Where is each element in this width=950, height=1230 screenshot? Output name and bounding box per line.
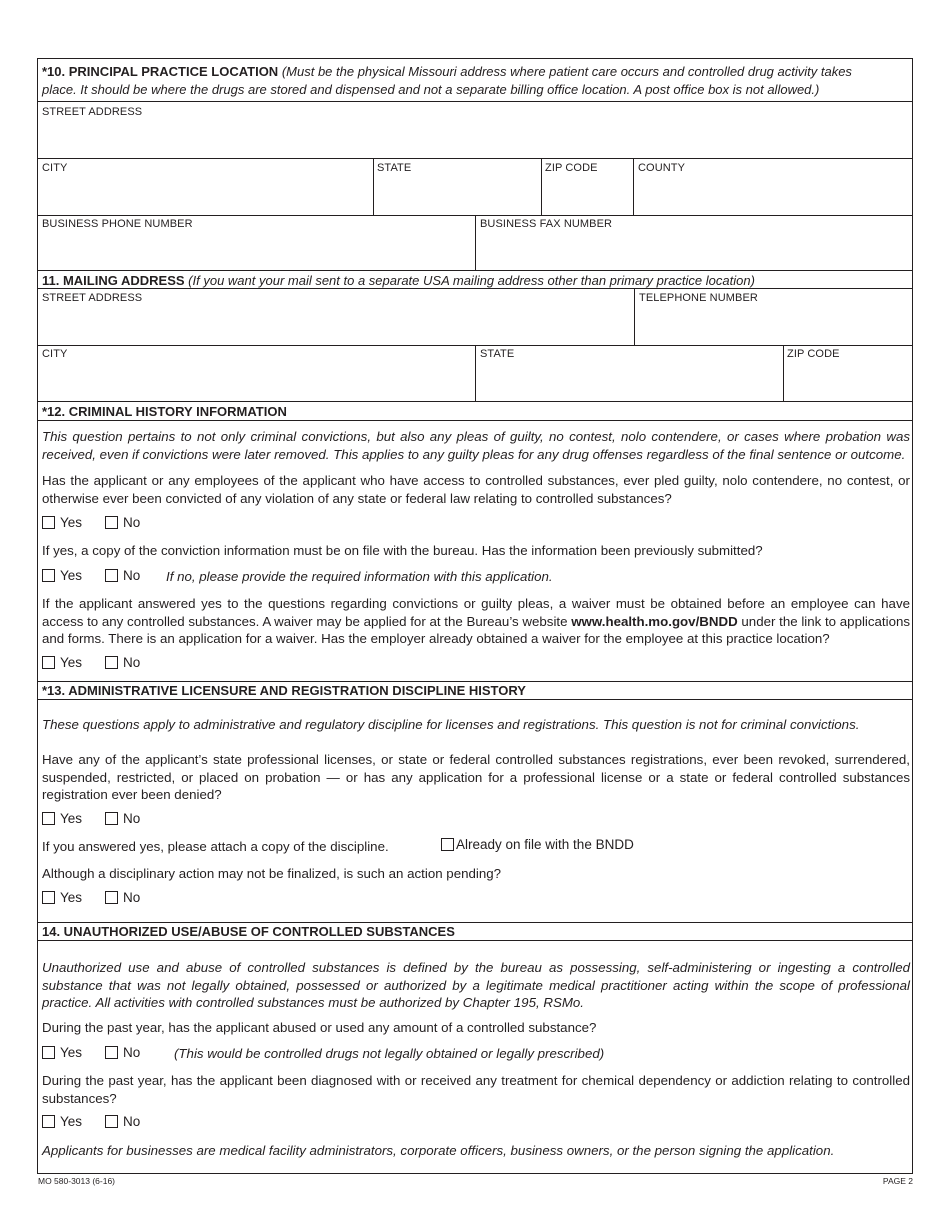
section-14-intro: Unauthorized use and abuse of controlled substances is defined by the bureau as possessing, self-administering or ingesting a controlled substance that was not legally obtained, possessed or authorized by a legitimate medical practitioner acting within the scope of professional practice. All activities with controlled substances must be authorized by Chapter 195, RSMo.: [42, 960, 910, 1010]
s14-q2-no-checkbox[interactable]: No: [105, 1114, 140, 1129]
s14-q1-no-checkbox[interactable]: No: [105, 1045, 140, 1060]
checkbox-icon: [105, 1115, 118, 1128]
section-12-question-3: If the applicant answered yes to the questions regarding convictions or guilty pleas, a waiver must be obtained before an employee can have access to any controlled substances. A waiver may be applied for at the Bureau’s website www.health.mo.gov/BNDD under the link to applications and forms. There is an application for a waiver. Has the employer already obtained a waiver for the employee at this practice location?: [42, 596, 911, 646]
checkbox-icon: [42, 891, 55, 904]
checkbox-icon: [42, 569, 55, 582]
section-10-subtitle-line2: place. It should be where the drugs are stored and dispensed and not a separate billing office location. A post office box is not allowed.): [42, 82, 820, 97]
county-label: COUNTY: [638, 162, 686, 174]
section-14-question-2: During the past year, has the applicant been diagnosed with or received any treatment for chemical dependency or addiction relating to controlled substances?: [42, 1073, 910, 1106]
s12-q2-no-checkbox[interactable]: No: [105, 568, 140, 583]
business-phone-field[interactable]: [38, 216, 475, 270]
checkbox-icon: [105, 516, 118, 529]
practice-city-field[interactable]: [38, 159, 373, 215]
checkbox-icon: [42, 1115, 55, 1128]
section-14-closing: Applicants for businesses are medical facility administrators, corporate officers, business owners, or the person signing the application.: [42, 1143, 835, 1158]
section-11-subtitle: (If you want your mail sent to a separate USA mailing address other than primary practice location): [188, 273, 755, 288]
s13-q3-no-checkbox[interactable]: No: [105, 890, 140, 905]
mailing-city-label: CITY: [42, 348, 68, 360]
s13-q1-yes-checkbox[interactable]: Yes: [42, 811, 82, 826]
s14-q1-yes-checkbox[interactable]: Yes: [42, 1045, 82, 1060]
business-phone-label: BUSINESS PHONE NUMBER: [42, 218, 193, 230]
practice-zip-field[interactable]: [542, 159, 633, 215]
mailing-state-label: STATE: [480, 348, 515, 360]
s12-q1-yes-checkbox[interactable]: Yes: [42, 515, 82, 530]
mailing-state-field[interactable]: [476, 346, 783, 401]
mailing-zip-field[interactable]: [784, 346, 912, 401]
checkbox-icon: [105, 891, 118, 904]
section-13-question-2: If you answered yes, please attach a copy of the discipline.: [42, 839, 389, 854]
section-10-subtitle-line1: (Must be the physical Missouri address where patient care occurs and controlled drug activity takes: [281, 64, 852, 79]
already-on-file-checkbox[interactable]: Already on file with the BNDD: [441, 837, 634, 852]
section-11-header: [42, 273, 755, 288]
checkbox-icon: [441, 838, 454, 851]
s14-q1-note: (This would be controlled drugs not legally obtained or legally prescribed): [174, 1046, 605, 1061]
state-label: STATE: [377, 162, 412, 174]
s12-q3-yes-checkbox[interactable]: Yes: [42, 655, 82, 670]
s13-q1-no-checkbox[interactable]: No: [105, 811, 140, 826]
checkbox-icon: [105, 656, 118, 669]
checkbox-icon: [105, 1046, 118, 1059]
section-14-question-1: During the past year, has the applicant abused or used any amount of a controlled substance?: [42, 1020, 597, 1035]
mailing-zip-label: ZIP CODE: [787, 348, 840, 360]
city-label: CITY: [42, 162, 68, 174]
mailing-telephone-field[interactable]: [635, 289, 912, 345]
practice-county-field[interactable]: [634, 159, 912, 215]
s12-q2-yes-checkbox[interactable]: Yes: [42, 568, 82, 583]
section-11-title: 11. MAILING ADDRESS: [42, 273, 185, 288]
mailing-street-field[interactable]: [38, 289, 634, 345]
section-12-intro: This question pertains to not only criminal convictions, but also any pleas of guilty, no contest, nolo contendere, or cases where probation was received, even if convictions were later removed. This applies to any guilty pleas for any drug offenses regardless of the final sentence or outcome.: [42, 429, 910, 462]
mailing-city-field[interactable]: [38, 346, 475, 401]
checkbox-icon: [105, 569, 118, 582]
section-12-question-2: If yes, a copy of the conviction information must be on file with the bureau. Has the information been previously submitted?: [42, 543, 763, 558]
section-13-title: *13. ADMINISTRATIVE LICENSURE AND REGISTRATION DISCIPLINE HISTORY: [42, 683, 526, 698]
checkbox-icon: [105, 812, 118, 825]
section-13-question-1: Have any of the applicant’s state professional licenses, or state or federal controlled substances registrations, ever been revoked, surrendered, suspended, restricted, or placed on probation — or has any application for a professional license or a state or federal controlled substances registration ever been denied?: [42, 752, 910, 802]
bndd-website-link[interactable]: www.health.mo.gov/BNDD: [571, 613, 738, 629]
checkbox-icon: [42, 812, 55, 825]
section-10-header: [42, 63, 910, 99]
street-address-label: STREET ADDRESS: [42, 106, 143, 118]
practice-state-field[interactable]: [374, 159, 541, 215]
checkbox-icon: [42, 516, 55, 529]
section-12-question-1: Has the applicant or any employees of the applicant who have access to controlled substances, ever pled guilty, nolo contendere, no contest, or otherwise ever been convicted of any violation of any state or federal law relating to controlled substances?: [42, 473, 910, 506]
section-13-question-3: Although a disciplinary action may not be finalized, is such an action pending?: [42, 866, 502, 881]
checkbox-icon: [42, 656, 55, 669]
s12-q3-no-checkbox[interactable]: No: [105, 655, 140, 670]
s14-q2-yes-checkbox[interactable]: Yes: [42, 1114, 82, 1129]
form-frame: [37, 58, 913, 1174]
section-12-title: *12. CRIMINAL HISTORY INFORMATION: [42, 404, 287, 419]
section-14-title: 14. UNAUTHORIZED USE/ABUSE OF CONTROLLED SUBSTANCES: [42, 924, 455, 939]
s12-q1-no-checkbox[interactable]: No: [105, 515, 140, 530]
s12-q2-note: If no, please provide the required information with this application.: [166, 569, 553, 584]
s13-q3-yes-checkbox[interactable]: Yes: [42, 890, 82, 905]
business-fax-label: BUSINESS FAX NUMBER: [480, 218, 613, 230]
checkbox-icon: [42, 1046, 55, 1059]
form-number: MO 580-3013 (6-16): [38, 1176, 116, 1186]
practice-street-address-field[interactable]: [38, 102, 912, 158]
section-10-title: *10. PRINCIPAL PRACTICE LOCATION: [42, 64, 279, 79]
section-13-intro: These questions apply to administrative and regulatory discipline for licenses and registrations. This question is not for criminal convictions.: [42, 717, 860, 732]
zip-label: ZIP CODE: [545, 162, 598, 174]
business-fax-field[interactable]: [476, 216, 912, 270]
page-number: PAGE 2: [882, 1176, 913, 1186]
mailing-street-label: STREET ADDRESS: [42, 292, 143, 304]
mailing-telephone-label: TELEPHONE NUMBER: [639, 292, 758, 304]
